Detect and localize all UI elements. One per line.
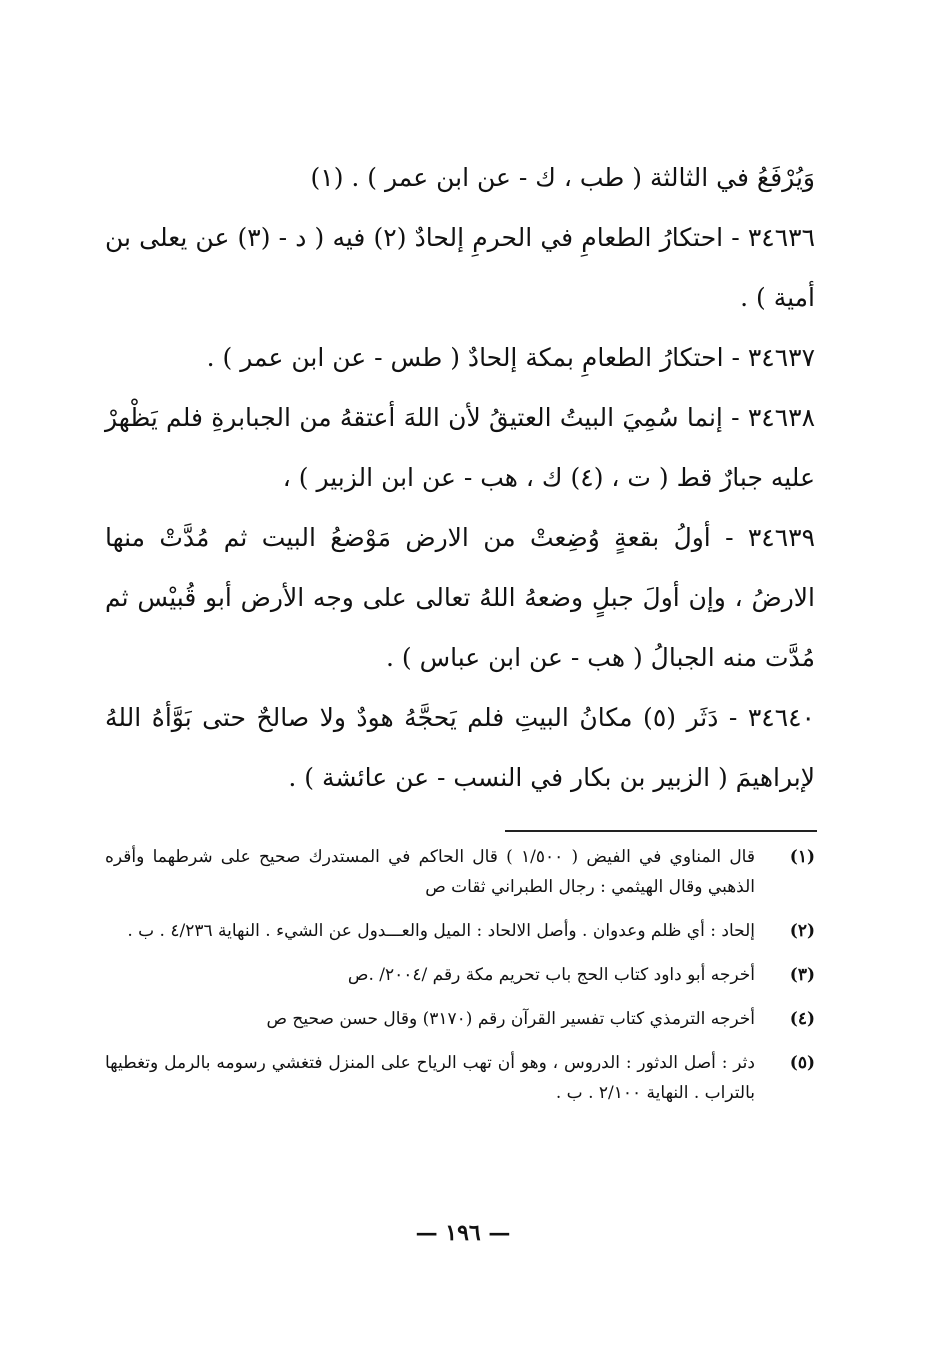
paragraph-hadith-34637: ٣٤٦٣٧ - احتكارُ الطعامِ بمكة إلحادٌ ( طس - عن ابن عمر ) . — [206, 343, 815, 372]
footnote-text: أخرجه أبو داود كتاب الحج باب تحريم مكة رقم /٢٠٠٤/ .ص — [347, 965, 755, 985]
footnote-separator — [505, 830, 817, 832]
paragraph-hadith-34639: ٣٤٦٣٩ - أولُ بقعةٍ وُضِعتْ من الارض مَوْضعُ البيت ثم مُدَّتْ منها الارضُ ، وإن أولَ جبلٍ وضعهُ اللهُ تعالى على وجه الأرض أبو قُبيْس ثم مُدَّت منه الجبالُ ( هب - عن ابن عباس ) . — [105, 523, 815, 672]
footnote-text: قال المناوي في الفيض ( ١/٥٠٠ ) قال الحاكم في المستدرك صحيح على شرطهما وأقره الذهبي وقال الهيثمي : رجال الطبراني ثقات ص — [105, 847, 755, 897]
page-number: — ١٩٦ — — [415, 1220, 511, 1246]
footnote-text: أخرجه الترمذي كتاب تفسير القرآن رقم (٣١٧٠) وقال حسن صحيح ص — [266, 1009, 755, 1029]
footnote-2 — [105, 916, 815, 946]
footnotes — [105, 842, 815, 1122]
footnote-number: (١) — [789, 847, 815, 867]
footnote-number: (٥) — [789, 1053, 815, 1073]
footnote-3 — [105, 960, 815, 990]
footnote-1 — [105, 842, 815, 902]
paragraph-continuation: وَيُرْفَعُ في الثالثة ( طب ، ك - عن ابن عمر ) . (١) — [310, 163, 815, 192]
footnote-number: (٣) — [789, 965, 815, 985]
footnote-number: (٢) — [789, 921, 815, 941]
paragraph-hadith-34636: ٣٤٦٣٦ - احتكارُ الطعامِ في الحرمِ إلحادٌ (٢) فيه ( د - (٣) عن يعلى بن أمية ) . — [105, 223, 815, 312]
main-text — [105, 148, 815, 808]
paragraph-hadith-34640: ٣٤٦٤٠ - دَثَر (٥) مكانُ البيتِ فلم يَحجَّهُ هودٌ ولا صالحٌ حتى بَوَّأهُ اللهُ لإبراهيمَ ( الزبير بن بكار في النسب - عن عائشة ) . — [105, 703, 815, 792]
footnote-text: إلحاد : أي ظلم وعدوان . وأصل الالحاد : الميل والعـــدول عن الشيء . النهاية ٤/٢٣٦ . ب . — [127, 921, 755, 941]
footnote-number: (٤) — [789, 1009, 815, 1029]
paragraph-hadith-34638: ٣٤٦٣٨ - إنما سُمِيَ البيتُ العتيقُ لأن اللهَ أعتقهُ من الجبابرةِ فلم يَظْهرْ عليه جبارٌ قط ( ت ، (٤) ك ، هب - عن ابن الزبير ) ، — [105, 403, 815, 492]
footnote-5 — [105, 1048, 815, 1108]
footnote-4 — [105, 1004, 815, 1034]
footnote-text: دثر : أصل الدثور : الدروس ، وهو أن تهب الرياح على المنزل فتغشي رسومه بالرمل وتغطيها بالتراب . النهاية ٢/١٠٠ . ب . — [105, 1053, 755, 1103]
